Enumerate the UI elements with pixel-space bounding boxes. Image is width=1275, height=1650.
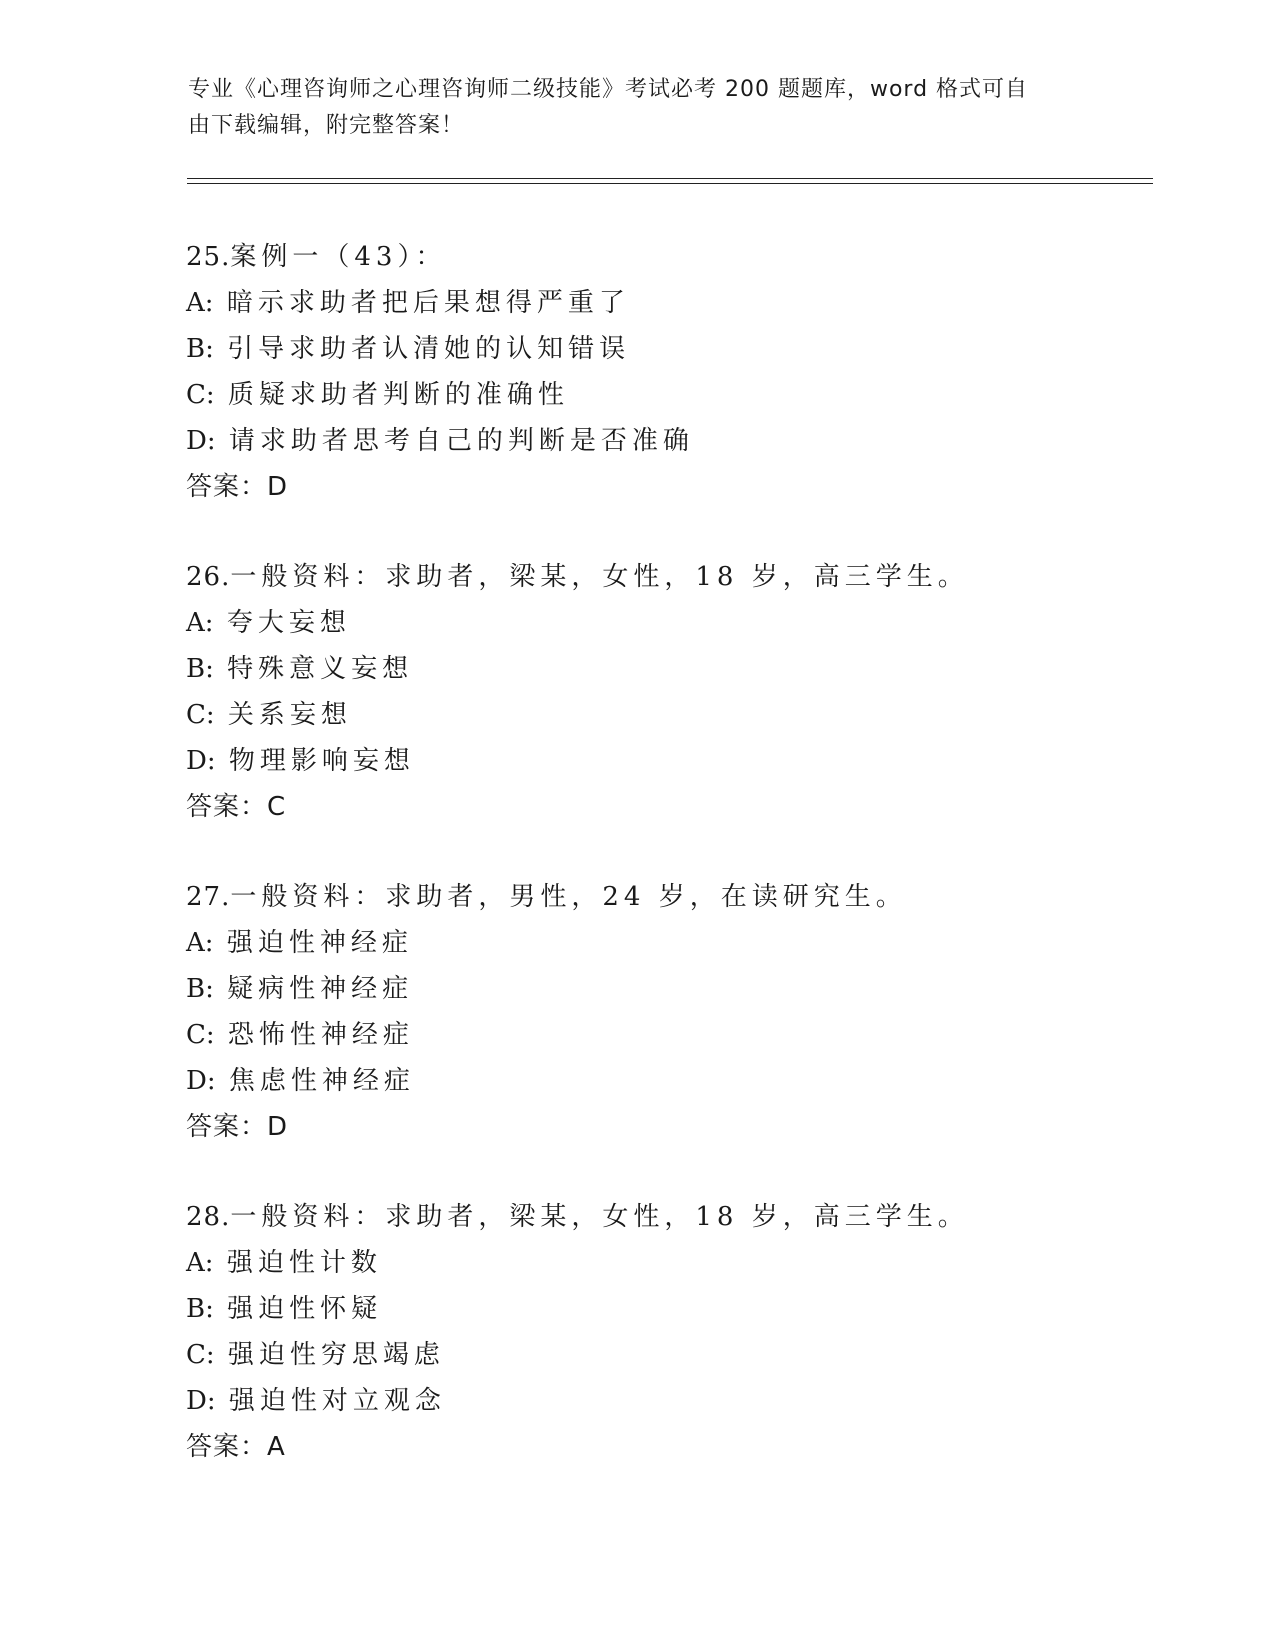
option-text: 夸大妄想	[226, 608, 351, 638]
option-c	[186, 1012, 1146, 1058]
option-text: 强迫性对立观念	[228, 1386, 446, 1416]
option-letter: D:	[186, 1066, 216, 1096]
option-text: 引导求助者认清她的认知错误	[227, 334, 631, 364]
option-c	[186, 1332, 1146, 1378]
option-text: 质疑求助者判断的准确性	[227, 380, 569, 410]
option-b	[186, 966, 1146, 1012]
option-letter: B:	[186, 1294, 214, 1324]
option-letter: C:	[186, 1020, 215, 1050]
option-d	[186, 418, 1146, 464]
question-list	[186, 234, 1146, 1470]
option-letter: A:	[186, 1248, 214, 1278]
option-text: 物理影响妄想	[228, 746, 415, 776]
option-text: 关系妄想	[227, 700, 352, 730]
header-line-1: 专业《心理咨询师之心理咨询师二级技能》考试必考 200 题题库，word 格式可自	[188, 77, 1029, 102]
option-letter: A:	[186, 608, 214, 638]
option-letter: D:	[186, 426, 216, 456]
option-text: 强迫性怀疑	[227, 1294, 383, 1324]
question-number: 26.	[186, 562, 231, 592]
option-text: 强迫性穷思竭虑	[227, 1340, 445, 1370]
option-letter: D:	[186, 746, 216, 776]
question-text: 一般资料：求助者，梁某，女性，18 岁，高三学生。	[230, 1202, 969, 1232]
option-a	[186, 1240, 1146, 1286]
option-b	[186, 646, 1146, 692]
option-letter: B:	[186, 654, 214, 684]
option-text: 疑病性神经症	[227, 974, 414, 1004]
option-letter: A:	[186, 928, 214, 958]
option-text: 恐怖性神经症	[227, 1020, 414, 1050]
question-stem	[186, 874, 1146, 920]
option-c	[186, 692, 1146, 738]
question-text: 一般资料：求助者，男性，24 岁，在读研究生。	[230, 882, 907, 912]
question-stem	[186, 234, 1146, 280]
answer-line: 答案：A	[186, 1432, 286, 1462]
header-line-2: 由下载编辑，附完整答案！	[188, 113, 465, 138]
option-text: 特殊意义妄想	[227, 654, 414, 684]
option-b	[186, 326, 1146, 372]
question-stem	[186, 554, 1146, 600]
option-text: 焦虑性神经症	[228, 1066, 415, 1096]
question-28	[186, 1194, 1146, 1470]
option-letter: B:	[186, 974, 214, 1004]
option-d	[186, 738, 1146, 784]
question-text: 一般资料：求助者，梁某，女性，18 岁，高三学生。	[230, 562, 969, 592]
option-text: 强迫性计数	[226, 1248, 382, 1278]
option-text: 暗示求助者把后果想得严重了	[226, 288, 630, 318]
option-letter: B:	[186, 334, 214, 364]
option-a	[186, 280, 1146, 326]
option-letter: C:	[186, 1340, 215, 1370]
option-a	[186, 920, 1146, 966]
option-b	[186, 1286, 1146, 1332]
question-number: 28.	[186, 1202, 231, 1232]
option-d	[186, 1378, 1146, 1424]
option-letter: D:	[186, 1386, 216, 1416]
option-letter: C:	[186, 700, 215, 730]
option-text: 请求助者思考自己的判断是否准确	[228, 426, 694, 456]
header-divider-top	[187, 178, 1153, 179]
question-text: 案例一（43）：	[230, 242, 447, 272]
question-stem	[186, 1194, 1146, 1240]
option-c	[186, 372, 1146, 418]
answer-line: 答案：D	[186, 472, 289, 502]
question-number: 27.	[186, 882, 231, 912]
question-25	[186, 234, 1146, 510]
question-26	[186, 554, 1146, 830]
question-27	[186, 874, 1146, 1150]
option-letter: A:	[186, 288, 214, 318]
option-a	[186, 600, 1146, 646]
document-header	[188, 72, 1068, 144]
option-letter: C:	[186, 380, 215, 410]
option-d	[186, 1058, 1146, 1104]
option-text: 强迫性神经症	[226, 928, 413, 958]
answer-line: 答案：D	[186, 1112, 289, 1142]
answer-line: 答案：C	[186, 792, 287, 822]
question-number: 25.	[186, 242, 231, 272]
header-divider-bottom	[187, 183, 1153, 184]
